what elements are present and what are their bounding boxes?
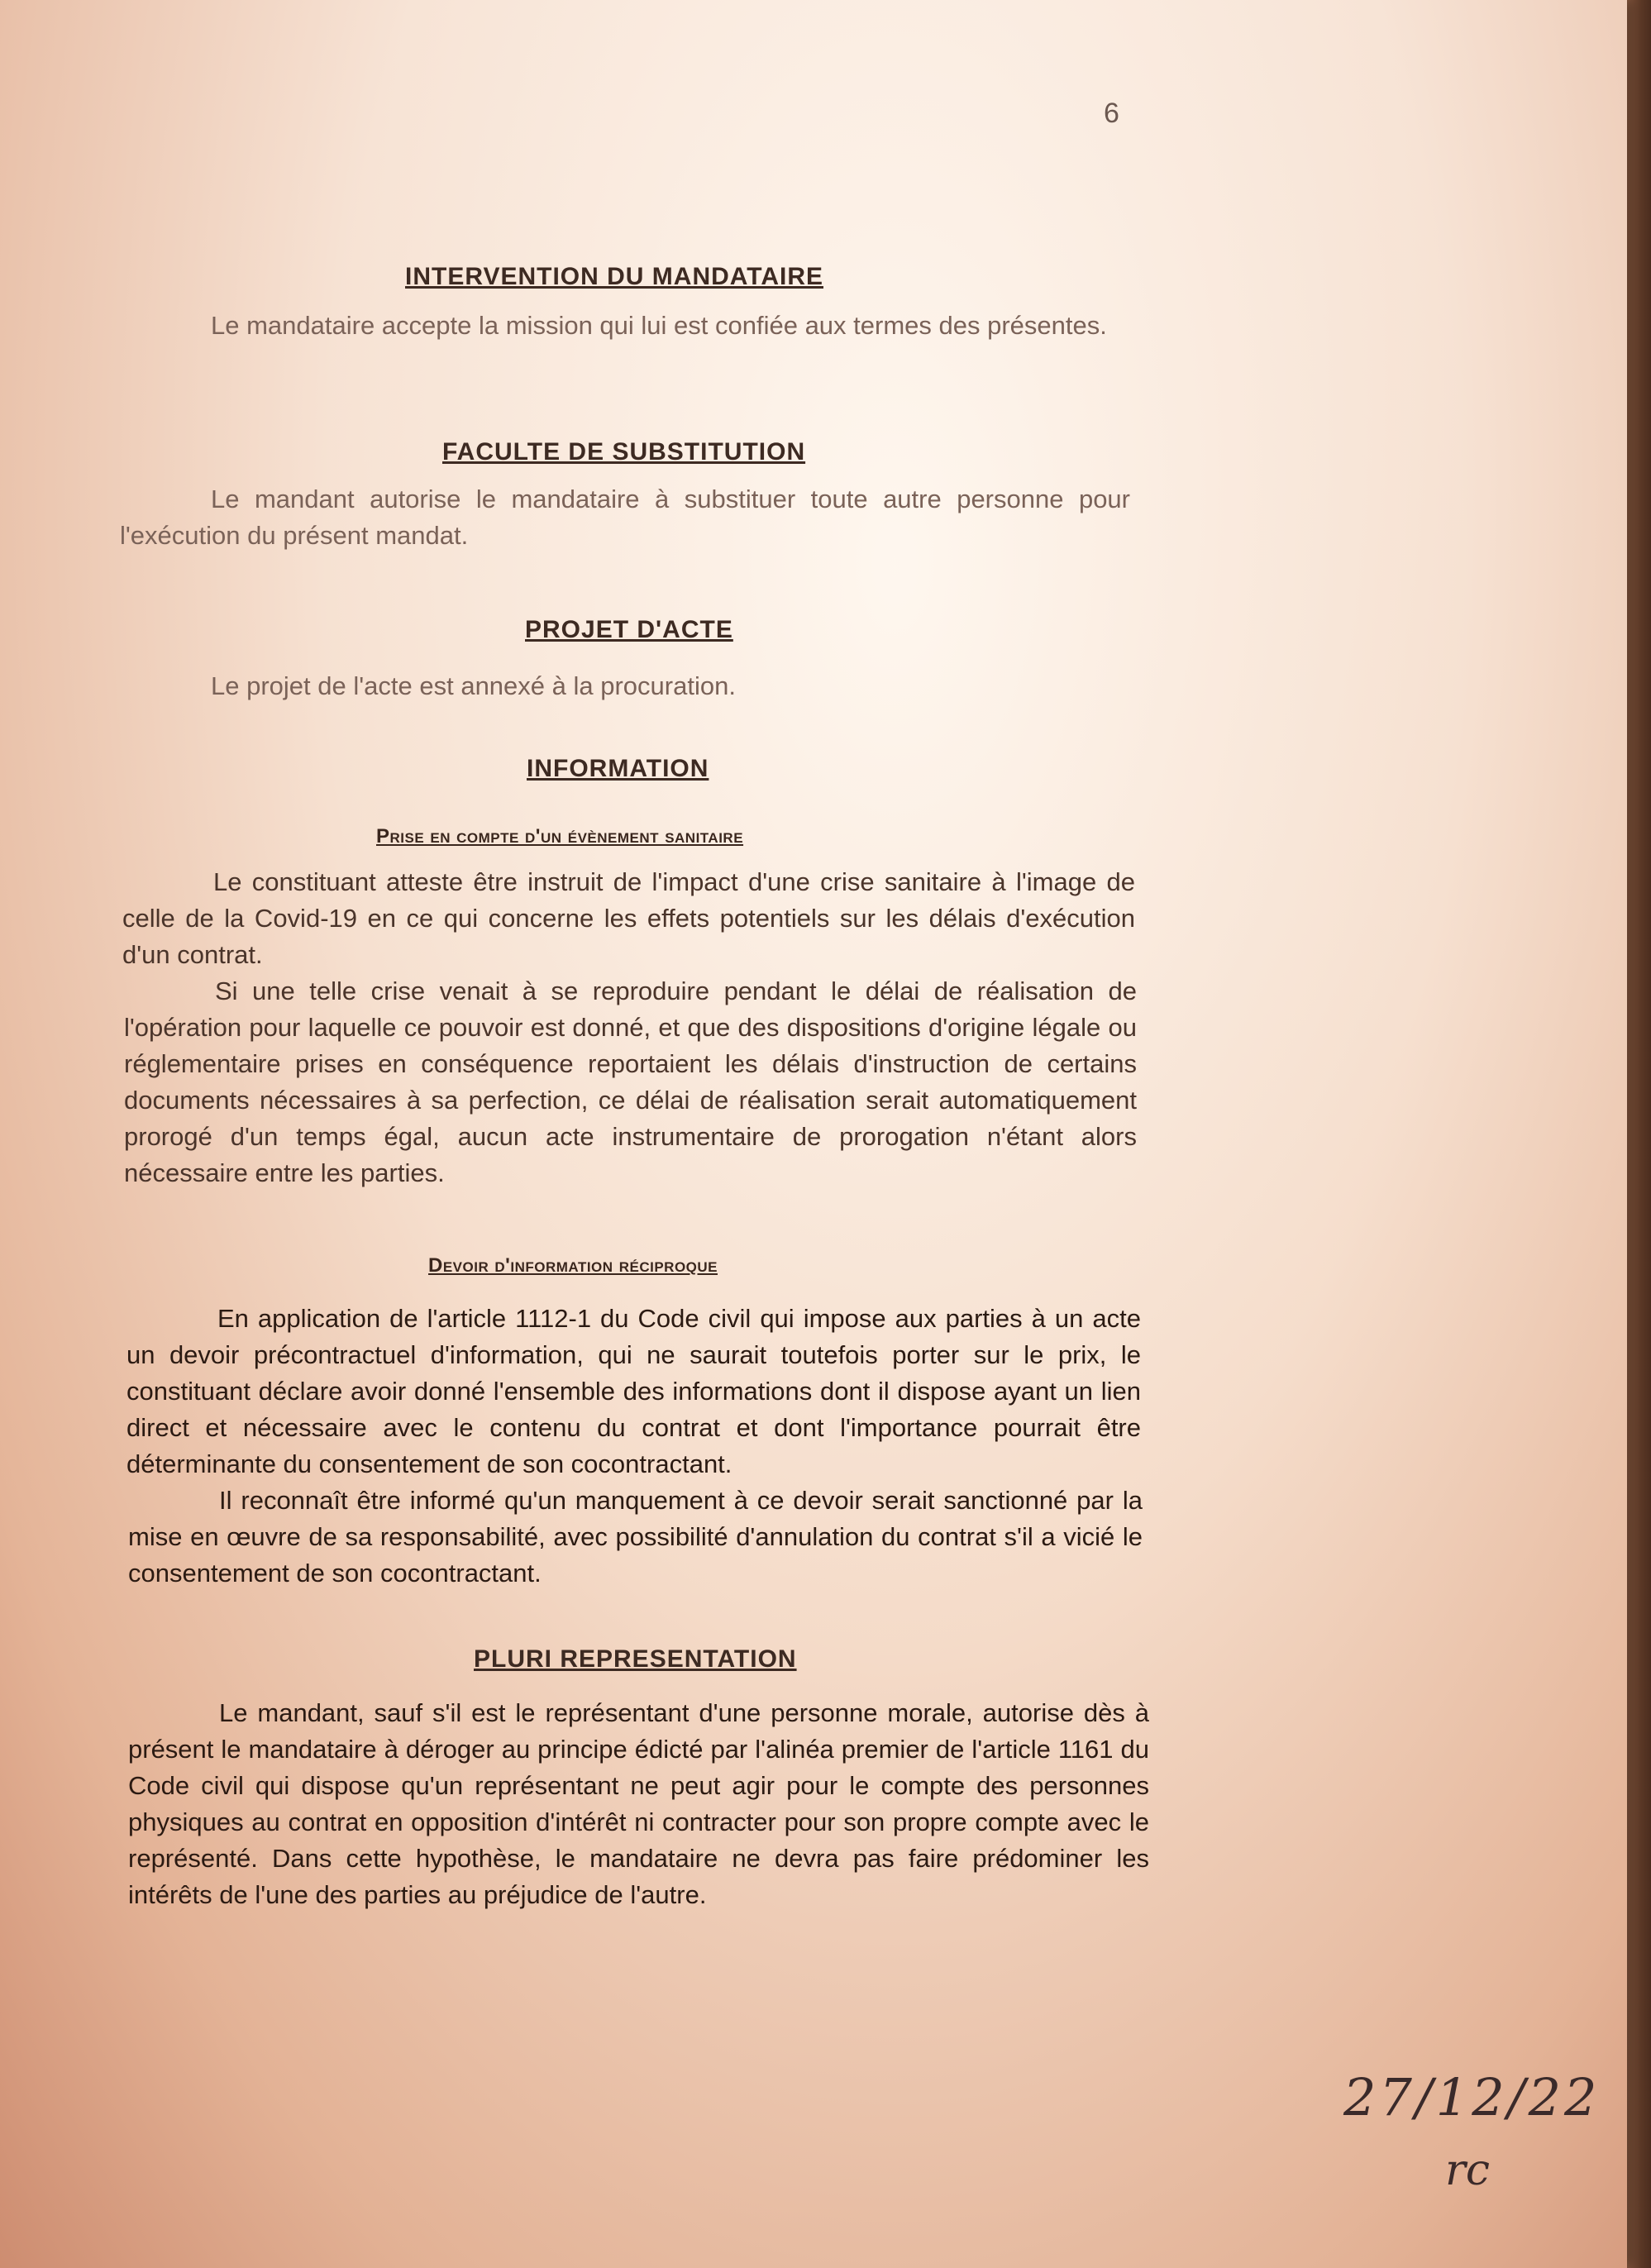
paragraph-devoir-1: En application de l'article 1112-1 du Code civil qui impose aux parties à un acte un devoir précontractuel d'information, qui ne saurait toutefois porter sur le prix, le constituant déclare avoir donné l'ensemble des informations dont il dispose ayant un lien direct et nécessaire avec le contenu du contrat et dont l'importance pourrait être déterminante du consentement de son cocontractant. bbox=[126, 1304, 1141, 1478]
paragraph-pluri-representation: Le mandant, sauf s'il est le représentant d'une personne morale, autorise dès à présent le mandataire à déroger au principe édicté par l'alinéa premier de l'article 1161 du Code civil qui dispose qu'un représentant ne peut agir pour le compte des personnes physiques au contrat en opposition d'intérêt ni contracter pour son propre compte avec le représenté. Dans cette hypothèse, le mandataire ne devra pas faire prédominer les intérêts de l'une des parties au préjudice de l'autre. bbox=[128, 1698, 1149, 1909]
paragraph-substitution: Le mandant autorise le mandataire à substituer toute autre personne pour l'exécution du présent mandat. bbox=[120, 485, 1130, 550]
handwritten-initials: rc bbox=[1445, 2146, 1490, 2195]
heading-substitution: FACULTE DE SUBSTITUTION bbox=[442, 438, 806, 466]
heading-pluri-representation: PLURI REPRESENTATION bbox=[474, 1645, 797, 1673]
subheading-evenement-sanitaire: Prise en compte d'un évènement sanitaire bbox=[376, 825, 744, 848]
heading-intervention: INTERVENTION DU MANDATAIRE bbox=[405, 263, 823, 290]
page-edge-shadow bbox=[1627, 0, 1651, 2268]
paragraph-intervention: Le mandataire accepte la mission qui lui est confiée aux termes des présentes. bbox=[211, 311, 1107, 340]
page-number: 6 bbox=[1104, 98, 1119, 129]
handwritten-date: 27/12/22 bbox=[1343, 2067, 1601, 2127]
paragraph-projet-acte: Le projet de l'acte est annexé à la procuration. bbox=[211, 671, 736, 700]
heading-information: INFORMATION bbox=[527, 755, 709, 782]
paragraph-sanitaire-1: Le constituant atteste être instruit de l'impact d'une crise sanitaire à l'image de celle de la Covid-19 en ce qui concerne les effets potentiels sur les délais d'exécution d'un contrat. bbox=[122, 867, 1135, 969]
subheading-devoir-information: Devoir d'information réciproque bbox=[428, 1254, 718, 1277]
paragraph-sanitaire-2: Si une telle crise venait à se reproduire pendant le délai de réalisation de l'opération pour laquelle ce pouvoir est donné, et que des dispositions d'origine légale ou réglementaire prises en conséquence reportaient les délais d'instruction de certains documents nécessaires à sa perfection, ce délai de réalisation serait automatiquement prorogé d'un temps égal, aucun acte instrumentaire de prorogation n'étant alors nécessaire entre les parties. bbox=[124, 976, 1137, 1187]
heading-projet-acte: PROJET D'ACTE bbox=[525, 616, 733, 643]
paragraph-devoir-2: Il reconnaît être informé qu'un manquement à ce devoir serait sanctionné par la mise en œuvre de sa responsabilité, avec possibilité d'annulation du contrat s'il a vicié le consentement de son cocontractant. bbox=[128, 1486, 1143, 1588]
